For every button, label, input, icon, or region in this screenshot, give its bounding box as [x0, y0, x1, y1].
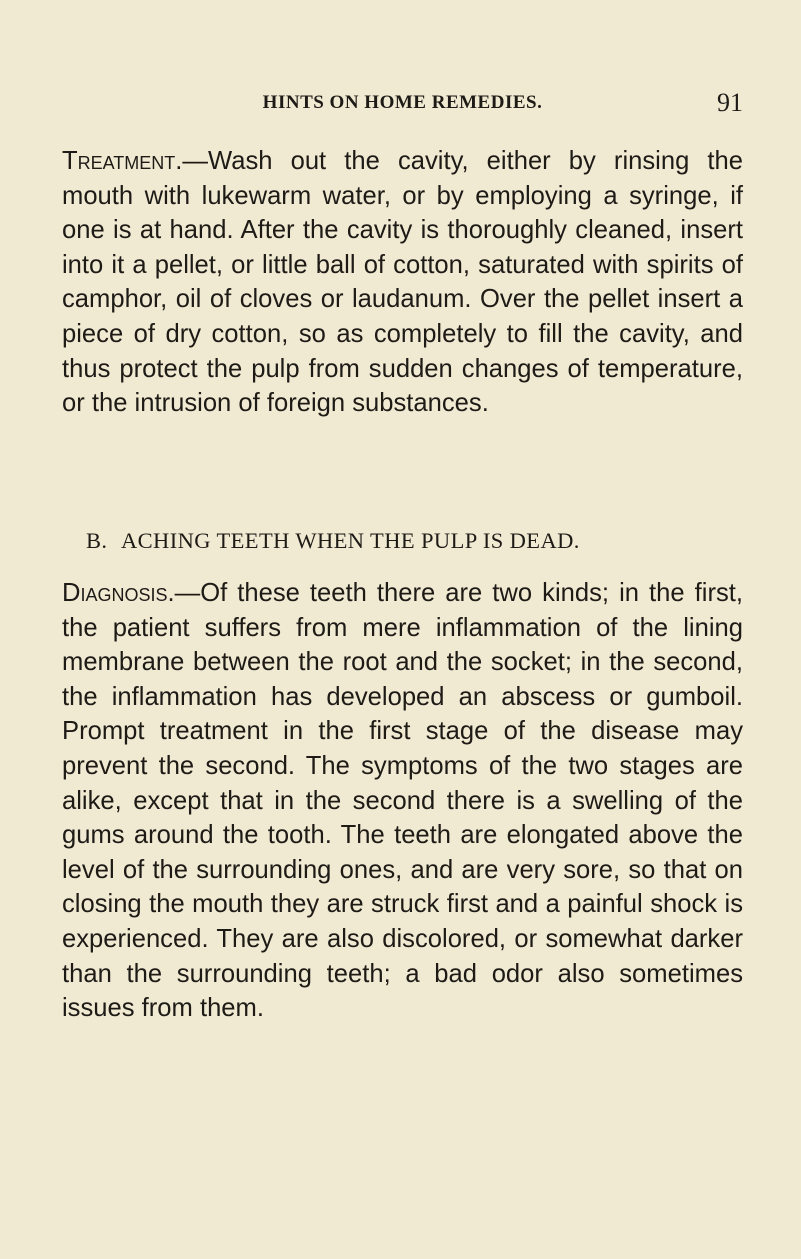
running-title: HINTS ON HOME REMEDIES. — [262, 92, 543, 113]
page-number: 91 — [717, 88, 743, 117]
treatment-paragraph — [62, 144, 743, 421]
section-label: B. — [86, 528, 108, 553]
treatment-lead: Treatment. — [62, 147, 183, 175]
diagnosis-text: —Of these teeth there are two kinds; in the first, the patient suffers from mere inflammation of the lining membrane between the root and the socket; in the second, the inflammation has developed an abscess or gumboil. Prompt treatment in the first stage of the disease may prevent the second. The symptoms of the two stages are alike, except that in the second there is a swelling of the gums around the tooth. The teeth are elongated above the level of the surrounding ones, and are very sore, so that on closing the mouth they are struck first and a painful shock is experienced. They are also discolored, or somewhat darker than the surrounding teeth; a bad odor also sometimes issues from them. — [62, 579, 743, 1023]
treatment-text: —Wash out the cavity, either by rinsing the mouth with lukewarm water, or by employing a syringe, if one is at hand. After the cavity is thoroughly cleaned, insert into it a pellet, or little ball of cotton, saturated with spirits of camphor, oil of cloves or laudanum. Over the pellet insert a piece of dry cotton, so as completely to fill the cavity, and thus protect the pulp from sudden changes of temperature, or the intrusion of foreign substances. — [62, 147, 743, 418]
section-title: ACHING TEETH WHEN THE PULP IS DEAD. — [121, 528, 580, 553]
running-head — [62, 88, 743, 118]
diagnosis-paragraph — [62, 576, 743, 1026]
section-heading — [86, 528, 580, 554]
diagnosis-lead: Diagnosis. — [62, 579, 175, 607]
